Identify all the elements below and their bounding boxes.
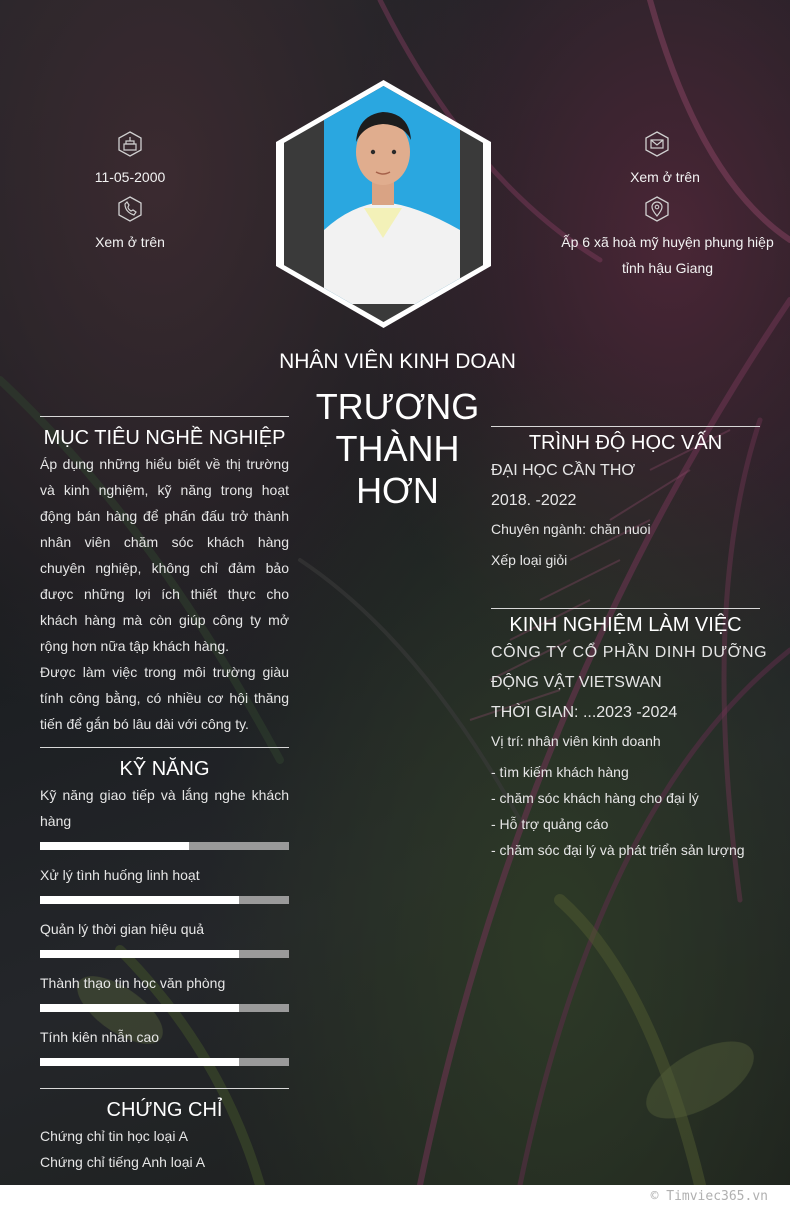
skill-label: Quản lý thời gian hiệu quả bbox=[40, 921, 205, 937]
objective-paragraph-1: Áp dụng những hiểu biết về thị trường và kinh nghiệm, kỹ năng trong hoạt động bán hàng để phấn đấu trở thành nhân viên chăm sóc khách hàng chuyên nghiệp, không chỉ đảm bảo được những lợi ích thiết thực cho khách hàng mà còn giúp công ty mở rộng hơn nữa tập khách hàng. bbox=[40, 456, 289, 654]
skills-heading: KỸ NĂNG bbox=[119, 758, 210, 780]
skill-bar bbox=[40, 1058, 289, 1066]
certificates-heading: CHỨNG CHỈ bbox=[106, 1099, 223, 1121]
skill-label: Tính kiên nhẫn cao bbox=[40, 1029, 160, 1045]
divider bbox=[491, 608, 760, 609]
divider bbox=[491, 426, 760, 427]
experience-heading: KINH NGHIỆM LÀM VIỆC bbox=[509, 614, 742, 636]
job-title: NHÂN VIÊN KINH DOAN bbox=[279, 350, 516, 373]
objective-heading: MỤC TIÊU NGHỀ NGHIỆP bbox=[43, 427, 286, 449]
phone-icon bbox=[117, 196, 143, 222]
email-icon bbox=[644, 131, 670, 157]
watermark-text: © Timviec365.vn bbox=[650, 1189, 768, 1204]
phone-text: Xem ở trên bbox=[95, 234, 165, 250]
experience-company-line-2: ĐỘNG VẬT VIETSWAN bbox=[491, 674, 662, 691]
objective-paragraph-2: Được làm việc trong môi trường giàu tính công bằng, có nhiều cơ hội thăng tiến để gắn bó lâu dài với công ty. bbox=[40, 664, 289, 732]
education-major: Chuyên ngành: chăn nuoi bbox=[491, 521, 651, 537]
full-name bbox=[300, 386, 495, 512]
divider bbox=[40, 1088, 289, 1089]
skill-bar-fill bbox=[40, 950, 239, 958]
skill-bar-fill bbox=[40, 1004, 239, 1012]
birthday-cake-icon bbox=[117, 131, 143, 157]
education-period: 2018. -2022 bbox=[491, 492, 577, 509]
experience-period: THỜI GIAN: ...2023 -2024 bbox=[491, 704, 678, 721]
education-school: ĐẠI HỌC CẦN THƠ bbox=[491, 462, 636, 479]
education-heading: TRÌNH ĐỘ HỌC VẤN bbox=[528, 432, 723, 454]
divider bbox=[40, 416, 289, 417]
skill-label: Thành thạo tin học văn phòng bbox=[40, 975, 226, 991]
skill-bar-fill bbox=[40, 842, 189, 850]
address-line-1: Ấp 6 xã hoà mỹ huyện phụng hiệp bbox=[561, 234, 774, 250]
experience-duty: - Hỗ trợ quảng cáo bbox=[491, 816, 609, 832]
location-pin-icon bbox=[644, 196, 670, 222]
skill-bar-fill bbox=[40, 1058, 239, 1066]
name-line: TRƯƠNG bbox=[315, 386, 480, 427]
experience-duty: - chăm sóc khách hàng cho đại lý bbox=[491, 790, 699, 806]
education-rank: Xếp loại giỏi bbox=[491, 552, 568, 568]
skill-bar bbox=[40, 950, 289, 958]
experience-company-line-1: CÔNG TY CỔ PHẦN DINH DƯỠNG bbox=[491, 644, 768, 661]
skill-bar bbox=[40, 896, 289, 904]
skill-bar bbox=[40, 1004, 289, 1012]
address-line-2: tỉnh hậu Giang bbox=[621, 260, 714, 276]
name-line: HƠN bbox=[356, 470, 439, 511]
skill-label: Kỹ năng giao tiếp và lắng nghe khách hàng bbox=[40, 787, 289, 829]
skill-label: Xử lý tình huống linh hoạt bbox=[40, 867, 200, 883]
certificate-item: Chứng chỉ tin học loại A bbox=[40, 1128, 188, 1144]
email-text: Xem ở trên bbox=[630, 169, 700, 185]
skill-bar bbox=[40, 842, 289, 850]
experience-position: Vị trí: nhân viên kinh doanh bbox=[491, 733, 661, 749]
skill-bar-fill bbox=[40, 896, 239, 904]
profile-photo bbox=[276, 80, 491, 328]
certificate-item: Chứng chỉ tiếng Anh loại A bbox=[40, 1154, 206, 1170]
footer bbox=[0, 1185, 800, 1211]
experience-duty: - tìm kiếm khách hàng bbox=[491, 764, 629, 780]
divider bbox=[40, 747, 289, 748]
birthday-text: 11-05-2000 bbox=[94, 169, 166, 185]
name-line: THÀNH bbox=[335, 428, 460, 469]
experience-duty: - chăm sóc đại lý và phát triển sản lượng bbox=[491, 842, 745, 858]
